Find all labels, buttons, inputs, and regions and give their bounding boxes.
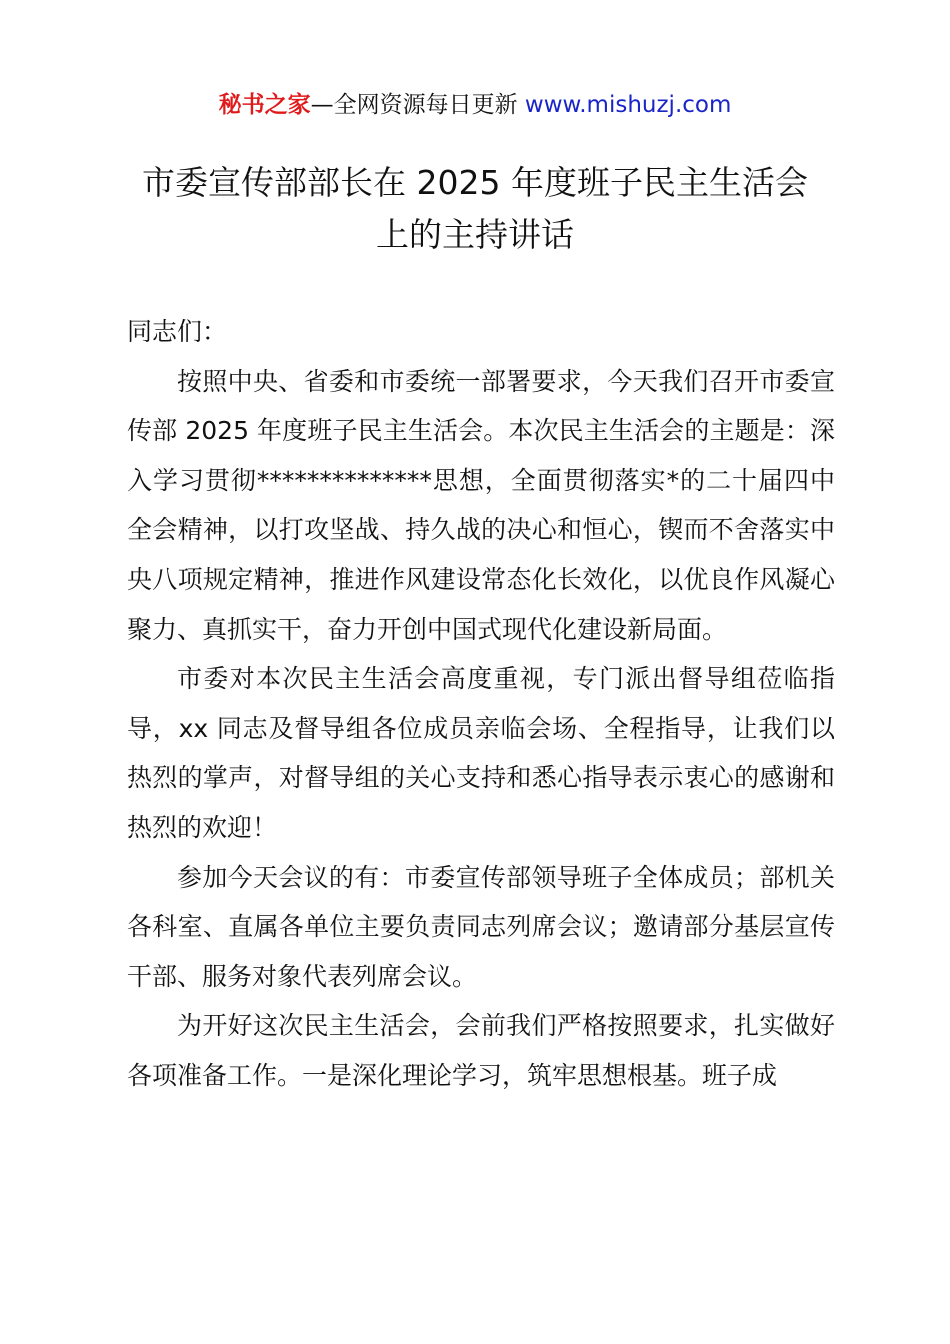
paragraph-opening: 按照中央、省委和市委统一部署要求，今天我们召开市委宣传部 2025 年度班子民主生活会。本次民主生活会的主题是：深入学习贯彻**************思想，全面贯彻落实*的二十届四中全会精神，以打攻坚战、持久战的决心和恒心，锲而不舍落实中央八项规定精神，推进作风建设常态化长效化，以优良作风凝心聚力、真抓实干，奋力开创中国式现代化建设新局面。: [127, 366, 835, 644]
document-title: [100, 157, 850, 261]
site-slogan: —全网资源每日更新: [310, 92, 525, 118]
paragraph-attendees: 参加今天会议的有：市委宣传部领导班子全体成员；部机关各科室、直属各单位主要负责同志列席会议；邀请部分基层宣传干部、服务对象代表列席会议。: [127, 862, 835, 991]
paragraph-preparation: 为开好这次民主生活会，会前我们严格按照要求，扎实做好各项准备工作。一是深化理论学习，筑牢思想根基。班子成: [127, 1011, 835, 1090]
site-brand: 秘书之家: [218, 92, 311, 118]
site-url-link[interactable]: www.mishuzj.com: [524, 92, 732, 118]
paragraph-welcome: 市委对本次民主生活会高度重视，专门派出督导组莅临指导，xx 同志及督导组各位成员亲临会场、全程指导，让我们以热烈的掌声，对督导组的关心支持和悉心指导表示衷心的感谢和热烈的欢迎！: [127, 664, 835, 842]
document-title-line-1: 市委宣传部部长在 2025 年度班子民主生活会: [142, 163, 808, 202]
document-title-line-2: 上的主持讲话: [376, 215, 574, 254]
document-body: [127, 307, 835, 1101]
salutation: 同志们：: [127, 317, 228, 346]
site-banner: [0, 88, 950, 122]
